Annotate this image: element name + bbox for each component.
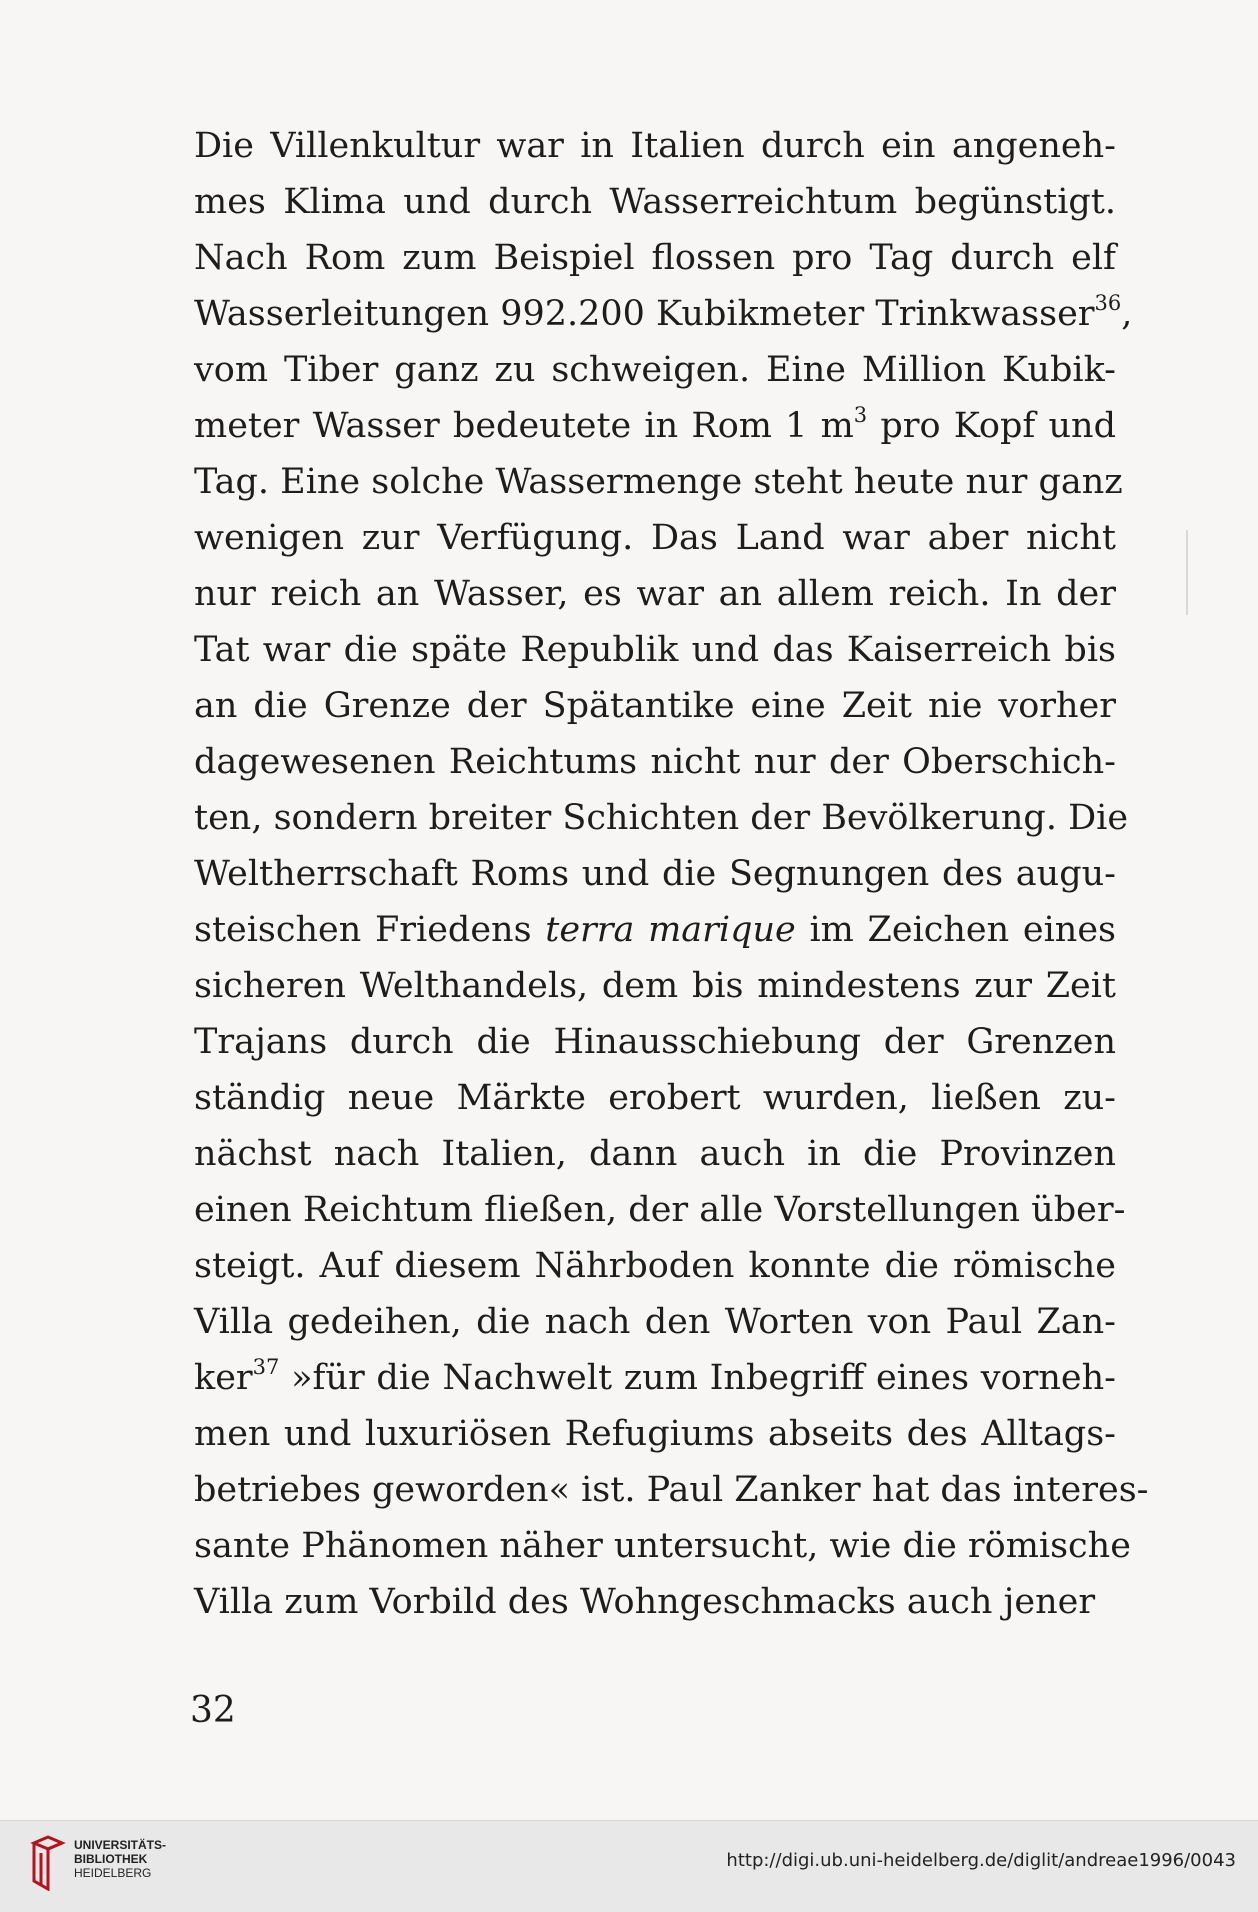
text-line: Wasserleitungen 992.200 Kubikmeter Trinkwasser$^{36}$, [194,291,1133,334]
library-name: UNIVERSITÄTS- BIBLIOTHEK HEIDELBERG [74,1838,167,1880]
text-line: meter Wasser bedeutete in Rom 1 $m^3$ pro Kopf und [194,403,1116,446]
library-logo-icon [28,1835,68,1891]
text-line: Weltherrschaft Roms und die Segnungen des augu- [194,854,1116,894]
text-line: nur reich an Wasser, es war an allem reich. In der [194,574,1116,614]
text-line: nächst nach Italien, dann auch in die Provinzen [194,1134,1116,1174]
text-line: ten, sondern breiter Schichten der Bevölkerung. Die [194,798,1129,838]
text-line: Tag. Eine solche Wassermenge steht heute nur ganz [194,462,1123,502]
text-line: ker$^{37}$ »für die Nachwelt zum Inbegriff eines vorneh- [194,1355,1116,1398]
footnote-ref-37: 37 [252,1355,280,1379]
text-line: Nach Rom zum Beispiel flossen pro Tag durch elf [194,238,1116,278]
text-line: mes Klima und durch Wasserreichtum begünstigt. [194,182,1116,222]
body-text [194,118,1149,1630]
text-line: Trajans durch die Hinausschiebung der Grenzen [194,1022,1116,1062]
text-line: Villa zum Vorbild des Wohngeschmacks auch jener [194,1582,1096,1622]
text-line: betriebes geworden« ist. Paul Zanker hat das interes- [194,1470,1149,1510]
text-line: Villa gedeihen, die nach den Worten von Paul Zan- [194,1302,1116,1342]
page-number: 32 [190,1690,236,1731]
source-url-link[interactable]: http://digi.ub.uni-heidelberg.de/diglit/andreae1996/0043 [726,1850,1236,1871]
text-line: ständig neue Märkte erobert wurden, ließen zu- [194,1078,1116,1118]
scan-artifact [1186,530,1188,615]
text-line: men und luxuriösen Refugiums abseits des Alltags- [194,1414,1116,1454]
superscript-exponent: 3 [853,403,868,427]
library-footer [0,1820,1258,1912]
footnote-ref-36: 36 [1094,291,1122,315]
text-line: steigt. Auf diesem Nährboden konnte die römische [194,1246,1116,1286]
text-line: Die Villenkultur war in Italien durch ein angeneh- [194,126,1116,166]
text-line: steischen Friedens terra marique im Zeichen eines [194,910,1116,950]
text-line: Tat war die späte Republik und das Kaiserreich bis [194,630,1116,670]
text-line: an die Grenze der Spätantike eine Zeit nie vorher [194,686,1116,726]
text-line: wenigen zur Verfügung. Das Land war aber nicht [194,518,1116,558]
text-line: einen Reichtum fließen, der alle Vorstellungen über- [194,1190,1126,1230]
text-line: sicheren Welthandels, dem bis mindestens zur Zeit [194,966,1116,1006]
text-line: sante Phänomen näher untersucht, wie die römische [194,1526,1131,1566]
latin-phrase: terra marique [545,910,796,950]
text-line: dagewesenen Reichtums nicht nur der Oberschich- [194,742,1116,782]
text-line: vom Tiber ganz zu schweigen. Eine Million Kubik- [194,350,1116,390]
